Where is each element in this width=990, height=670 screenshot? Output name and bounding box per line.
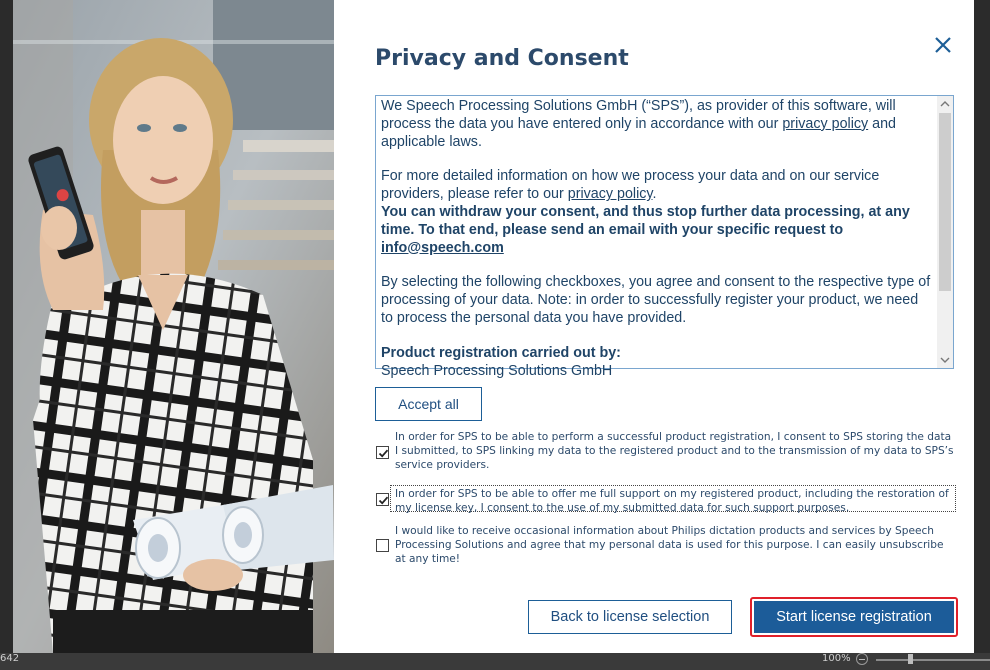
privacy-p1-text: We Speech Processing Solutions GmbH (“SPS”), as provider of this software, will process the data you have entered only in accordance with our [381,98,896,132]
privacy-p1-text-end: and applicable laws. [381,115,896,150]
consent-support-label[interactable]: In order for SPS to be able to offer me full support on my registered product, including the restoration of my license key, I consent to the use of my submitted data for such support purposes. [395,488,949,514]
email-link[interactable]: info@speech.com [381,239,504,256]
privacy-p2-text: For more detailed information on how we process your data and on our service providers, please refer to our [381,168,880,203]
zoom-slider[interactable] [876,659,990,661]
consent-registration-label[interactable]: In order for SPS to be able to perform a successful product registration, I consent to SPS storing the data I submitted, to SPS linking my data to the registered product and to the transmission of my data to SPS’s service providers. [395,431,954,471]
registration-heading: Product registration carried out by: [381,344,621,361]
privacy-paragraph-4 [381,345,931,381]
zoom-slider-thumb[interactable] [908,654,913,664]
zoom-out-icon[interactable] [856,653,868,665]
consent-marketing-checkbox[interactable] [376,539,389,552]
privacy-consent-dialog [13,0,974,653]
privacy-policy-link[interactable]: privacy policy [782,115,869,132]
start-license-registration-label: Start license registration [754,601,954,633]
withdraw-consent-text [381,204,910,256]
privacy-policy-link-2[interactable]: privacy policy [567,186,653,203]
close-icon[interactable] [932,34,954,56]
privacy-paragraph-2 [381,168,931,257]
scroll-down-icon[interactable] [937,352,953,368]
scrollbar-thumb[interactable] [939,113,951,291]
dialog-title: Privacy and Consent [375,46,629,71]
zoom-level: 100% [822,653,851,664]
privacy-paragraph-1 [381,98,931,151]
privacy-paragraph-3: By selecting the following checkboxes, you agree and consent to the respective type of processing of your data. Note: in order to successfully register your product, we need to process the personal data you have provided. [381,274,931,326]
consent-marketing-label[interactable]: I would like to receive occasional information about Philips dictation products and services by Speech Processing Solutions and agree that my personal data is used for this purpose. I can easily unsubscribe at any time! [395,525,944,565]
accept-all-button[interactable]: Accept all [375,387,482,421]
withdraw-consent-sentence: You can withdraw your consent, and thus stop further data processing, at any time. To that end, please send an email with your specific request to [381,203,910,238]
consent-registration-checkbox[interactable] [376,446,389,459]
privacy-scrollbar[interactable] [937,96,953,368]
privacy-text-box[interactable] [375,95,954,379]
privacy-text [381,98,931,397]
privacy-p2-period: . [652,186,657,203]
start-license-registration-button[interactable] [750,597,958,637]
consent-support-checkbox[interactable] [376,493,389,506]
dialog-content [334,0,974,653]
back-to-license-selection-button[interactable]: Back to license selection [528,600,732,634]
woman-with-phone-photo [13,0,334,653]
scroll-up-icon[interactable] [937,96,953,112]
background-status-text: 642 [0,653,20,664]
registration-company: Speech Processing Solutions GmbH [381,362,613,379]
